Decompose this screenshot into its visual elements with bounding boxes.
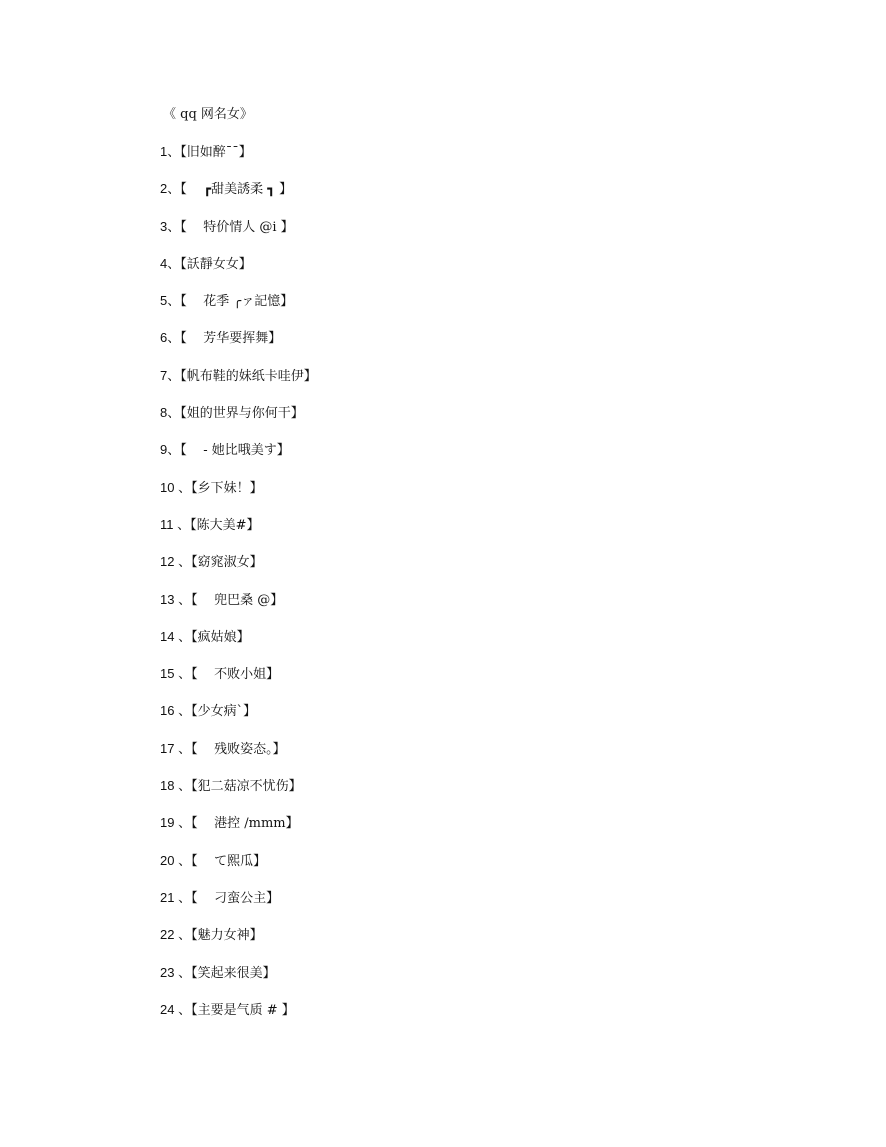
item-text: 【魅力女神】 — [191, 928, 263, 944]
item-text: 【 残败姿态。】 — [191, 741, 286, 757]
item-number: 8、 — [160, 405, 181, 421]
list-item — [160, 329, 317, 366]
item-number: 16 、 — [160, 703, 192, 719]
list-item — [160, 852, 317, 889]
list-item — [160, 441, 317, 478]
item-text: 【 不败小姐】 — [191, 667, 280, 683]
item-number: 15 、 — [160, 666, 192, 682]
item-text: 【帆布鞋的妹纸卡哇伊】 — [180, 368, 317, 384]
list-item — [160, 926, 317, 963]
list-item — [160, 628, 317, 665]
item-number: 18 、 — [160, 778, 192, 794]
item-text: 【笑起来很美】 — [191, 965, 276, 981]
list-item — [160, 292, 317, 329]
item-number: 7、 — [160, 367, 181, 383]
list-item — [160, 516, 317, 553]
list-item — [160, 964, 317, 1001]
item-text: 【 刁蛮公主】 — [191, 890, 280, 906]
list-item — [160, 143, 317, 180]
list-item — [160, 553, 317, 590]
item-number: 22 、 — [160, 927, 192, 943]
list-item — [160, 814, 317, 851]
item-text: 【 ┏甜美誘柔 ┓ 】 — [180, 182, 293, 198]
item-number: 4、 — [160, 255, 181, 271]
list-item — [160, 591, 317, 628]
item-number: 10 、 — [160, 479, 192, 495]
item-number: 3、 — [160, 218, 181, 234]
item-number: 1、 — [160, 144, 181, 159]
item-text: 【 兜巴桑 @】 — [191, 592, 284, 608]
name-list — [160, 143, 317, 1038]
item-number: 11 、 — [160, 516, 191, 532]
item-text: 【 - 她比哦美す】 — [180, 443, 290, 459]
list-item — [160, 740, 317, 777]
list-item — [160, 367, 317, 404]
item-number: 13 、 — [160, 591, 192, 607]
item-text: 【窈窕淑女】 — [191, 555, 263, 571]
item-number: 12 、 — [160, 554, 192, 570]
item-text: 【少女病`】 — [191, 704, 257, 720]
item-text: 【 港控 /mmm】 — [191, 816, 299, 832]
item-number: 9、 — [160, 442, 181, 458]
item-number: 5、 — [160, 293, 181, 309]
list-item — [160, 702, 317, 739]
item-text: 【訞靜女女】 — [180, 256, 252, 272]
list-item — [160, 665, 317, 702]
list-item — [160, 889, 317, 926]
item-text: 【 花季 ╭ァ記憶】 — [180, 294, 294, 310]
item-number: 19 、 — [160, 815, 192, 831]
item-number: 14 、 — [160, 628, 192, 644]
list-item — [160, 218, 317, 255]
item-text: 【主要是气质 # 】 — [191, 1002, 295, 1018]
list-item — [160, 180, 317, 217]
item-number: 21 、 — [160, 889, 192, 905]
list-item — [160, 479, 317, 516]
list-item — [160, 1001, 317, 1038]
item-text: 【陈大美#】 — [190, 517, 260, 533]
item-number: 24 、 — [160, 1001, 192, 1017]
item-number: 2、 — [160, 181, 181, 197]
item-number: 20 、 — [160, 852, 192, 868]
item-text: 【乡下妹！】 — [191, 480, 263, 496]
list-item — [160, 404, 317, 441]
item-text: 【疯姑娘】 — [191, 629, 250, 645]
item-text: 【姐的世界与你何干】 — [180, 406, 304, 422]
list-item — [160, 777, 317, 814]
item-text: 【 芳华要挥舞】 — [180, 331, 282, 347]
item-number: 23 、 — [160, 964, 192, 980]
document-title: 《 qq 网名女》 — [163, 107, 253, 122]
item-number: 17 、 — [160, 740, 192, 756]
list-item — [160, 255, 317, 292]
item-text: 【 て熙瓜】 — [191, 853, 267, 869]
item-text: 【 特价情人 @i 】 — [180, 219, 294, 235]
item-text: 【犯二菇凉不忧伤】 — [191, 779, 302, 795]
item-text: 【旧如醉¯¯】 — [180, 145, 252, 160]
item-number: 6、 — [160, 330, 181, 346]
